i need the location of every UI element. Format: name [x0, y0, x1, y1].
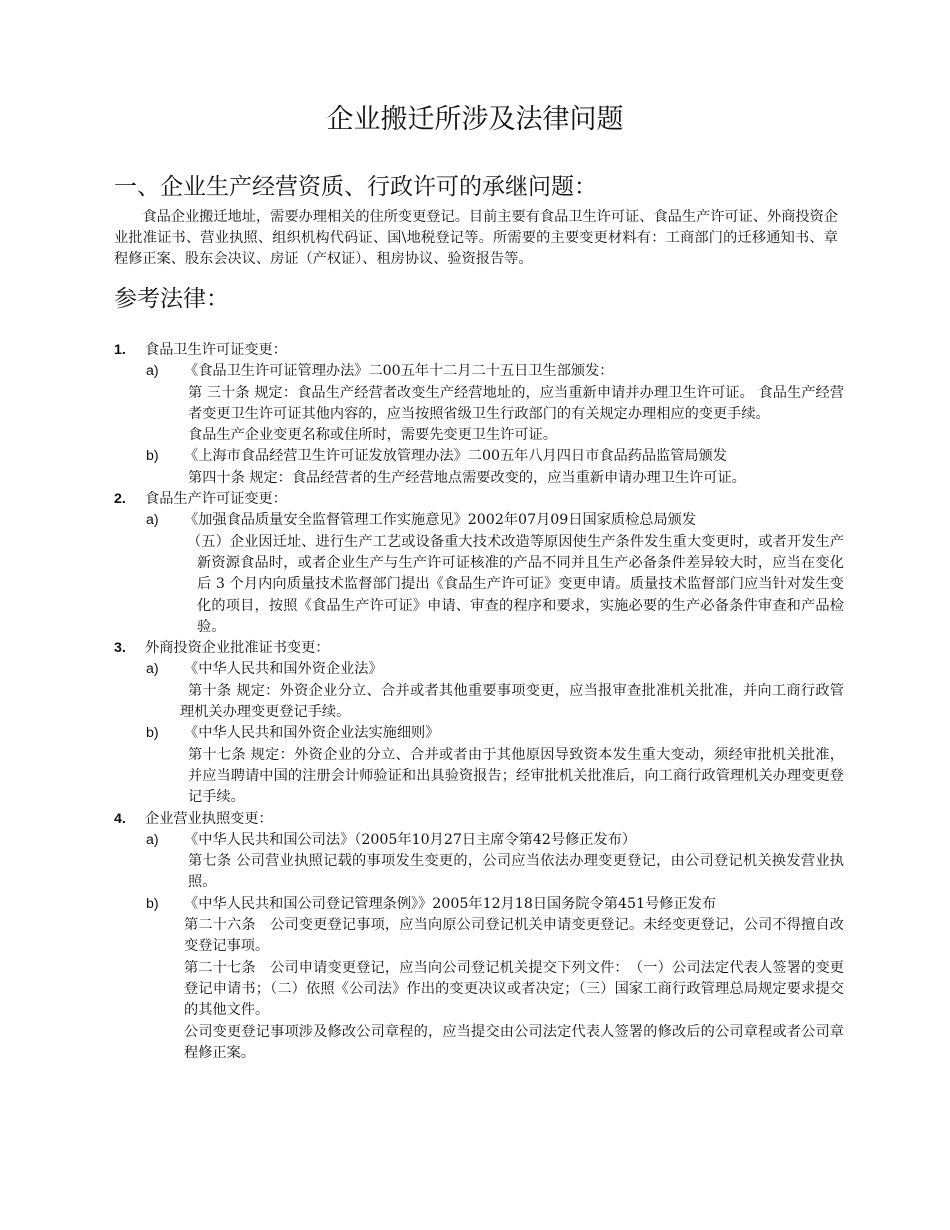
sub-letter: b)	[146, 725, 159, 742]
sub-letter: b)	[146, 895, 159, 912]
item-label: 食品生产许可证变更：	[145, 491, 287, 508]
sub-paragraph: 第十七条 规定：外资企业的分立、合并或者由于其他原因导致资本发生重大变动，须经审批机关批准，并应当聘请中国的注册会计师验证和出具验资报告；经审批机关批准后，向工商行政管理机关办理变更登记手续。	[188, 746, 844, 806]
sub-source: 《中华人民共和国外资企业法实施细则》	[184, 725, 440, 742]
sub-item	[114, 361, 844, 382]
sub-paragraph: 食品生产企业变更名称或住所时，需要先变更卫生许可证。	[188, 427, 557, 444]
section1-heading: 一、企业生产经营资质、行政许可的承继问题：	[114, 174, 597, 200]
sub-source: 《加强食品质量安全监督管理工作实施意见》2002年07月09日国家质检总局颁发	[184, 512, 697, 529]
sub-paragraph: 第四十条 规定：食品经营者的生产经营地点需要改变的，应当重新申请办理卫生许可证。	[188, 469, 746, 486]
list-item	[114, 340, 844, 361]
sub-item	[114, 659, 844, 680]
sub-item	[114, 894, 844, 915]
sub-source: 《中华人民共和国外资企业法》	[184, 661, 383, 678]
sub-paragraph: 公司变更登记事项涉及修改公司章程的，应当提交由公司法定代表人签署的修改后的公司章程或者公司章程修正案。	[184, 1023, 844, 1061]
list-item	[114, 638, 844, 659]
sub-letter: b)	[146, 448, 159, 465]
sub-paragraph: 第二十七条 公司申请变更登记，应当向公司登记机关提交下列文件： （一）公司法定代表人签署的变更登记申请书；（二）依照《公司法》作出的变更决议或者决定；（三）国家工商行政管理总局规定要求提交的其他文件。	[184, 959, 844, 1019]
list-item	[114, 489, 844, 510]
item-number: 3.	[114, 640, 126, 657]
item-label: 企业营业执照变更：	[145, 810, 273, 827]
sub-source: 《食品卫生许可证管理办法》二00五年十二月二十五日卫生部颁发：	[184, 363, 614, 380]
sub-paragraph: 第七条 公司营业执照记载的事项发生变更的，公司应当依法办理变更登记，由公司登记机关换发营业执照。	[188, 853, 844, 891]
sub-letter: a)	[146, 363, 159, 380]
sub-letter: a)	[146, 661, 159, 678]
sub-item	[114, 723, 844, 744]
list-item	[114, 809, 844, 830]
sub-letter: a)	[146, 831, 159, 848]
item-label: 外商投资企业批准证书变更：	[145, 640, 330, 657]
sub-item	[114, 830, 844, 851]
item-number: 2.	[114, 491, 126, 508]
section1-body: 食品企业搬迁地址，需要办理相关的住所变更登记。目前主要有食品卫生许可证、食品生产许可证、外商投资企业批准证书、营业执照、组织机构代码证、国\地税登记等。所需要的主要变更材料有：工商部门的迁移通知书、章程修正案、股东会决议、房证（产权证）、租房协议、验资报告等。	[114, 209, 838, 267]
section2-heading: 参考法律：	[114, 286, 229, 312]
sub-paragraph: 第十条 规定：外资企业分立、合并或者其他重要事项变更，应当报审查批准机关批准，并向工商行政管理机关办理变更登记手续。	[180, 682, 844, 721]
sub-paragraph: 第二十六条 公司变更登记事项，应当向原公司登记机关申请变更登记。未经变更登记，公司不得擅自改变登记事项。	[184, 917, 844, 955]
sub-paragraph: 第 三十条 规定：食品生产经营者改变生产经营地址的，应当重新申请并办理卫生许可证。 食品生产经营者变更卫生许可证其他内容的，应当按照省级卫生行政部门的有关规定办理相应的变更手续。	[188, 384, 844, 422]
sub-source: 《中华人民共和国公司登记管理条例》》2005年12月18日国务院令第451号修正发布	[184, 895, 717, 912]
sub-item	[114, 510, 844, 531]
sub-letter: a)	[146, 512, 159, 529]
document-title: 企业搬迁所涉及法律问题	[326, 104, 624, 135]
sub-source: 《中华人民共和国公司法》（2005年10月27日主席令第42号修正发布）	[184, 831, 637, 848]
sub-source: 《上海市食品经营卫生许可证发放管理办法》二00五年八月四日市食品药品监管局颁发	[184, 448, 727, 465]
item-number: 4.	[114, 810, 126, 827]
sub-item	[114, 446, 844, 467]
item-label: 食品卫生许可证变更：	[145, 342, 287, 358]
sub-paragraph: （五）企业因迁址、进行生产工艺或设备重大技术改造等原因使生产条件发生重大变更时，或者开发生产新资源食品时，或者企业生产与生产许可证核准的产品不同并且生产必备条件差异较大时，应当在变化后 3 个月内向质量技术监督部门提出《食品生产许可证》变更申请。质量技术监督部门应当针对发生变化的项目，按照《食品生产许可证》申请、审查的程序和要求，实施必要的生产必备条件审查和产品检验。	[187, 533, 844, 635]
item-number: 1.	[114, 342, 126, 358]
law-list	[114, 340, 844, 1064]
